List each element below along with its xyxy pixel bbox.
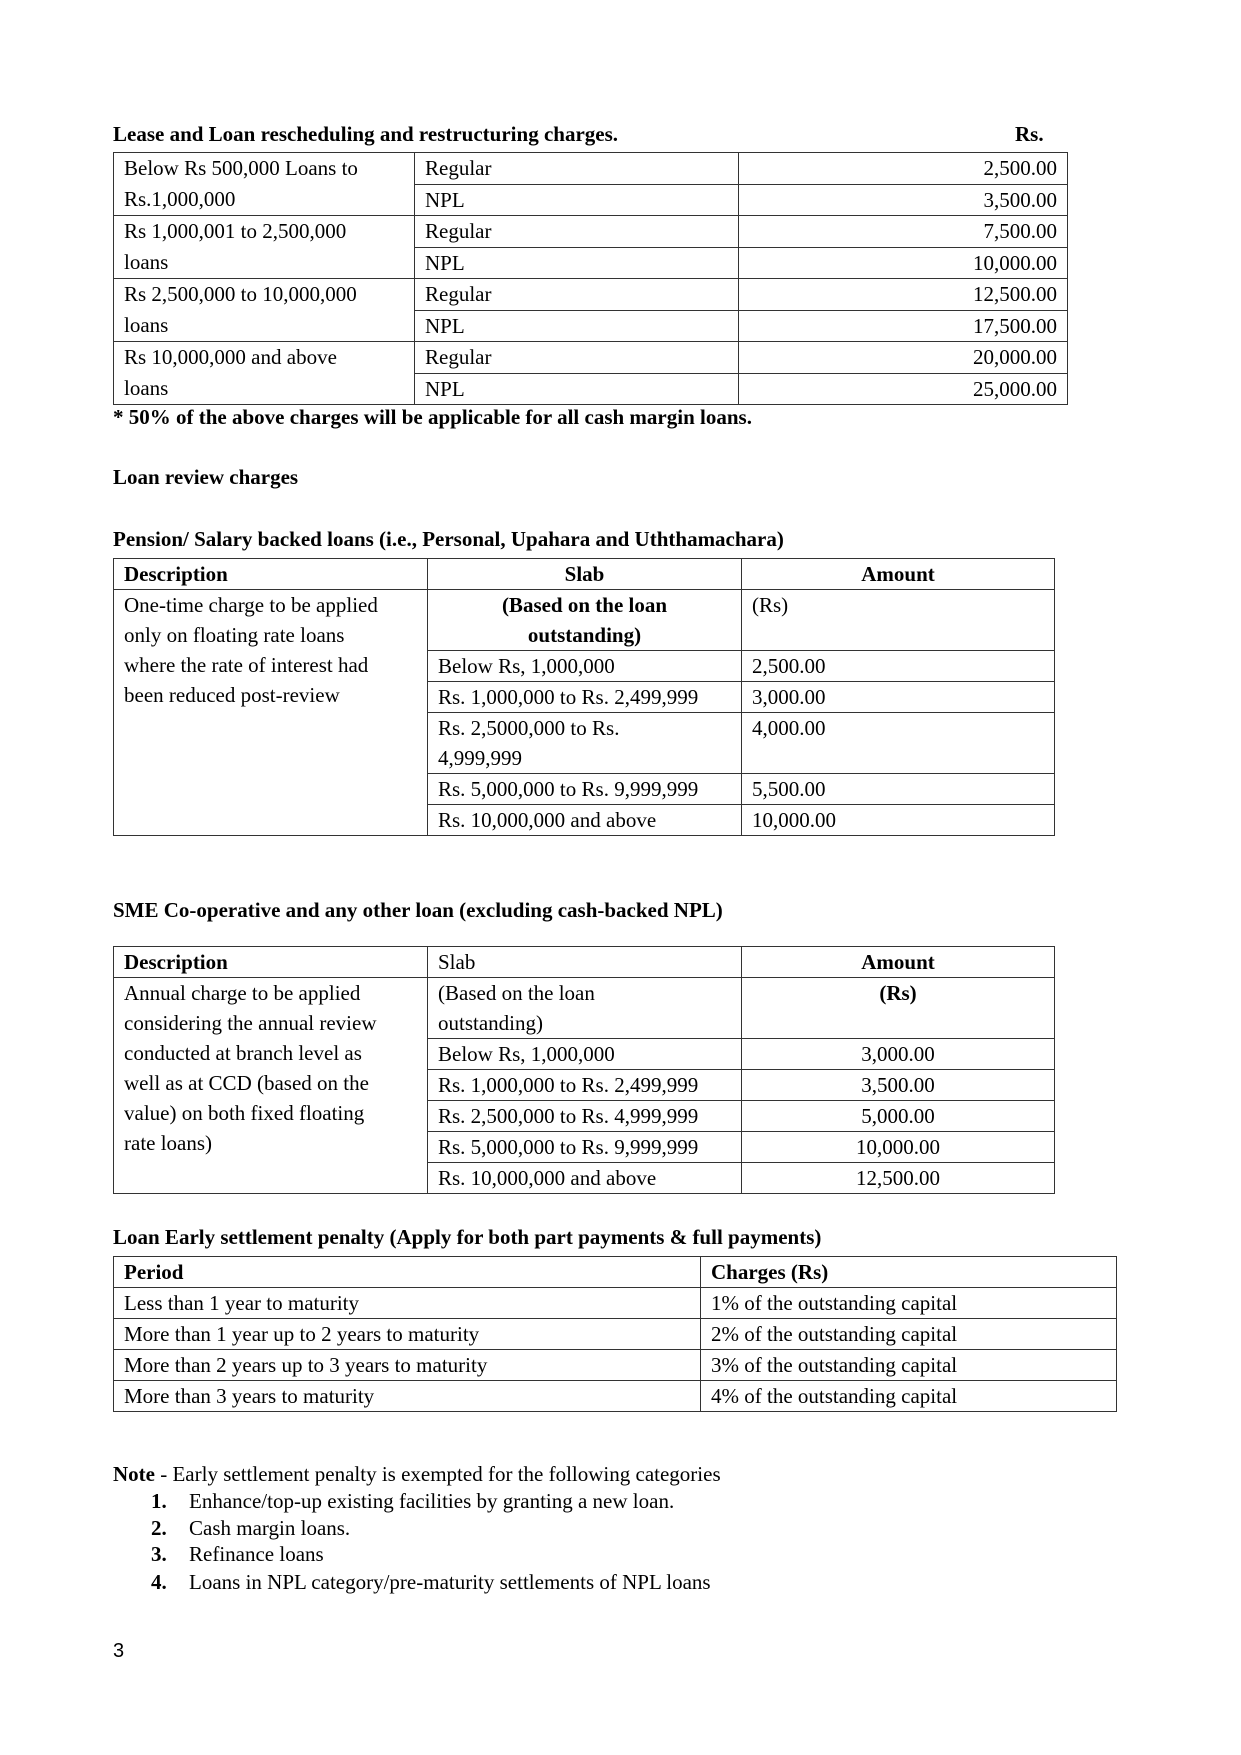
- slab-cell: Rs. 5,000,000 to Rs. 9,999,999: [428, 1132, 742, 1163]
- early-settlement-table: [113, 1256, 1117, 1412]
- section4-heading: Loan Early settlement penalty (Apply for both part payments & full payments): [113, 1225, 822, 1249]
- table-row: [114, 1381, 1117, 1412]
- regular-value: 12,500.00: [739, 279, 1068, 311]
- charge-cell: 3% of the outstanding capital: [701, 1350, 1117, 1381]
- table-row: [114, 1319, 1117, 1350]
- loan-range-cell: Rs 2,500,000 to 10,000,000 loans: [114, 279, 415, 342]
- slab-cell: Rs. 10,000,000 and above: [428, 1163, 742, 1194]
- amount-cell: 3,000.00: [742, 1039, 1055, 1070]
- slab-cell: Below Rs, 1,000,000: [428, 651, 742, 682]
- description-cell: Annual charge to be applied considering the annual review conducted at branch level as well as at CCD (based on the value) on both fixed floating rate loans): [114, 978, 428, 1194]
- charge-cell: 2% of the outstanding capital: [701, 1319, 1117, 1350]
- slab-cell: Rs. 1,000,000 to Rs. 2,499,999: [428, 1070, 742, 1101]
- period-cell: More than 2 years up to 3 years to maturity: [114, 1350, 701, 1381]
- npl-value: 25,000.00: [739, 373, 1068, 405]
- period-cell: More than 1 year up to 2 years to maturity: [114, 1319, 701, 1350]
- regular-label: Regular: [415, 342, 739, 374]
- note-label: Note: [113, 1462, 155, 1486]
- col-slab: Slab: [428, 947, 742, 978]
- col-charges: Charges (Rs): [701, 1257, 1117, 1288]
- note-text: - Early settlement penalty is exempted for the following categories: [154, 1462, 721, 1486]
- section3-heading: SME Co-operative and any other loan (excluding cash-backed NPL): [113, 898, 723, 922]
- slab-cell: Rs. 2,500,000 to Rs. 4,999,999: [428, 1101, 742, 1132]
- col-amount: Amount: [742, 559, 1055, 590]
- section1-currency: Rs.: [1015, 122, 1044, 146]
- npl-value: 17,500.00: [739, 310, 1068, 342]
- charge-cell: 4% of the outstanding capital: [701, 1381, 1117, 1412]
- table-row: [114, 1350, 1117, 1381]
- slab-note: (Based on the loan outstanding): [428, 978, 742, 1039]
- slab-cell: Rs. 1,000,000 to Rs. 2,499,999: [428, 682, 742, 713]
- regular-label: Regular: [415, 279, 739, 311]
- table-header-row: [114, 559, 1055, 590]
- pension-review-table: [113, 558, 1055, 836]
- regular-label: Regular: [415, 153, 739, 185]
- list-item: 4. Loans in NPL category/pre-maturity settlements of NPL loans: [151, 1570, 711, 1594]
- col-description: Description: [114, 559, 428, 590]
- table-row: [114, 1288, 1117, 1319]
- col-slab: Slab: [428, 559, 742, 590]
- amount-unit: (Rs): [742, 590, 1055, 651]
- amount-cell: 5,500.00: [742, 774, 1055, 805]
- npl-label: NPL: [415, 310, 739, 342]
- amount-cell: 12,500.00: [742, 1163, 1055, 1194]
- section2-heading: Loan review charges: [113, 465, 299, 489]
- sme-review-table: [113, 946, 1055, 1194]
- amount-cell: 5,000.00: [742, 1101, 1055, 1132]
- col-description: Description: [114, 947, 428, 978]
- col-amount: Amount: [742, 947, 1055, 978]
- amount-cell: 2,500.00: [742, 651, 1055, 682]
- table-row: [114, 279, 1068, 311]
- period-cell: More than 3 years to maturity: [114, 1381, 701, 1412]
- restructuring-charges-table: [113, 152, 1068, 405]
- amount-cell: 10,000.00: [742, 805, 1055, 836]
- loan-range-cell: Rs 1,000,001 to 2,500,000 loans: [114, 216, 415, 279]
- list-item: 3. Refinance loans: [151, 1542, 324, 1566]
- col-period: Period: [114, 1257, 701, 1288]
- slab-cell: Below Rs, 1,000,000: [428, 1039, 742, 1070]
- slab-note: (Based on the loan outstanding): [428, 590, 742, 651]
- loan-range-cell: Below Rs 500,000 Loans to Rs.1,000,000: [114, 153, 415, 216]
- section1-heading: Lease and Loan rescheduling and restructuring charges.: [113, 122, 619, 146]
- list-item: 1. Enhance/top-up existing facilities by granting a new loan.: [151, 1489, 675, 1513]
- page-number: 3: [113, 1640, 125, 1662]
- table-row: [114, 978, 1055, 1039]
- npl-value: 10,000.00: [739, 247, 1068, 279]
- section2-subheading: Pension/ Salary backed loans (i.e., Personal, Upahara and Uththamachara): [113, 527, 784, 551]
- table-row: [114, 590, 1055, 651]
- npl-value: 3,500.00: [739, 184, 1068, 216]
- regular-value: 2,500.00: [739, 153, 1068, 185]
- table-row: [114, 342, 1068, 374]
- slab-cell: Rs. 2,5000,000 to Rs. 4,999,999: [428, 713, 742, 774]
- table-header-row: [114, 947, 1055, 978]
- slab-cell: Rs. 5,000,000 to Rs. 9,999,999: [428, 774, 742, 805]
- slab-cell: Rs. 10,000,000 and above: [428, 805, 742, 836]
- loan-range-cell: Rs 10,000,000 and above loans: [114, 342, 415, 405]
- amount-cell: 3,500.00: [742, 1070, 1055, 1101]
- section1-footnote: * 50% of the above charges will be applicable for all cash margin loans.: [113, 405, 752, 429]
- list-item: 2. Cash margin loans.: [151, 1516, 351, 1540]
- regular-value: 20,000.00: [739, 342, 1068, 374]
- table-row: [114, 153, 1068, 185]
- amount-cell: 3,000.00: [742, 682, 1055, 713]
- period-cell: Less than 1 year to maturity: [114, 1288, 701, 1319]
- regular-value: 7,500.00: [739, 216, 1068, 248]
- npl-label: NPL: [415, 247, 739, 279]
- table-header-row: [114, 1257, 1117, 1288]
- note-paragraph: [113, 1462, 721, 1487]
- npl-label: NPL: [415, 184, 739, 216]
- amount-cell: 4,000.00: [742, 713, 1055, 774]
- table-row: [114, 216, 1068, 248]
- amount-unit: (Rs): [742, 978, 1055, 1039]
- amount-cell: 10,000.00: [742, 1132, 1055, 1163]
- charge-cell: 1% of the outstanding capital: [701, 1288, 1117, 1319]
- regular-label: Regular: [415, 216, 739, 248]
- npl-label: NPL: [415, 373, 739, 405]
- description-cell: One-time charge to be applied only on floating rate loans where the rate of interest had been reduced post-review: [114, 590, 428, 836]
